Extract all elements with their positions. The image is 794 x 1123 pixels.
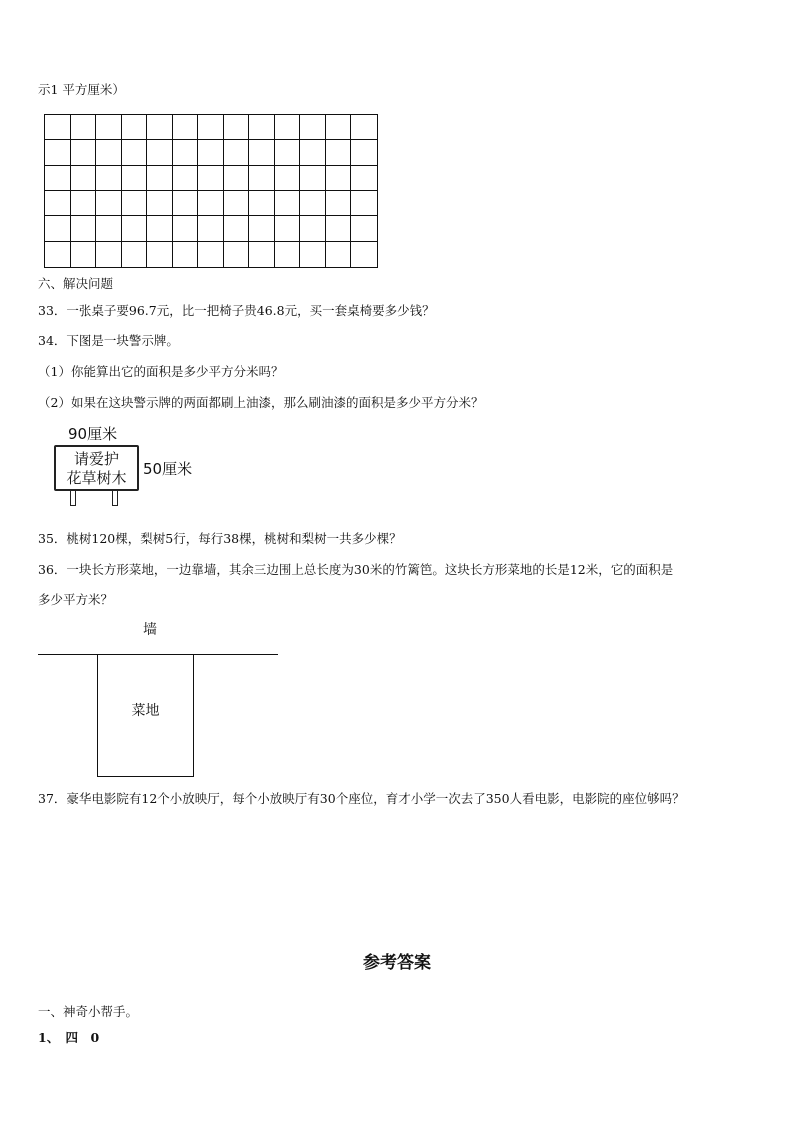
vegetable-field-label: 菜地	[131, 703, 160, 719]
sign-board	[54, 445, 139, 491]
section-title-problem-solving: 六、解决问题	[38, 276, 114, 291]
top-note: 示1 平方厘米）	[38, 82, 125, 97]
question-36-line-2: 多少平方米？	[38, 592, 114, 607]
question-34-part-1: （1）你能算出它的面积是多少平方分米吗？	[38, 364, 284, 379]
answer-1: 1、 四 0	[38, 1030, 100, 1045]
question-34: 34．下图是一块警示牌。	[38, 333, 179, 348]
square-grid	[44, 114, 378, 268]
question-34-part-2: （2）如果在这块警示牌的两面都刷上油漆，那么刷油漆的面积是多少平方分米？	[38, 395, 484, 410]
sign-leg-right	[112, 491, 118, 506]
vegetable-field-rectangle	[97, 654, 194, 777]
question-35: 35．桃树120棵，梨树5行，每行38棵，桃树和梨树一共多少棵？	[38, 531, 402, 546]
answers-section-1-title: 一、神奇小帮手。	[38, 1004, 139, 1019]
sign-height-label: 50厘米	[143, 460, 193, 478]
sign-text-line-2: 花草树木	[66, 469, 127, 487]
question-33: 33．一张桌子要96.7元，比一把椅子贵46.8元，买一套桌椅要多少钱？	[38, 303, 435, 318]
question-37: 37．豪华电影院有12个小放映厅，每个小放映厅有30个座位，育才小学一次去了350人看电影，电影院的座位够吗？	[38, 791, 685, 806]
sign-text-line-1: 请爱护	[73, 450, 119, 468]
wall-label: 墙	[143, 622, 157, 638]
answers-title: 参考答案	[363, 953, 431, 973]
sign-leg-left	[70, 491, 76, 506]
sign-width-label: 90厘米	[68, 425, 118, 443]
question-36-line-1: 36．一块长方形菜地，一边靠墙，其余三边围上总长度为30米的竹篱笆。这块长方形菜地的长是12米，它的面积是	[38, 562, 674, 577]
